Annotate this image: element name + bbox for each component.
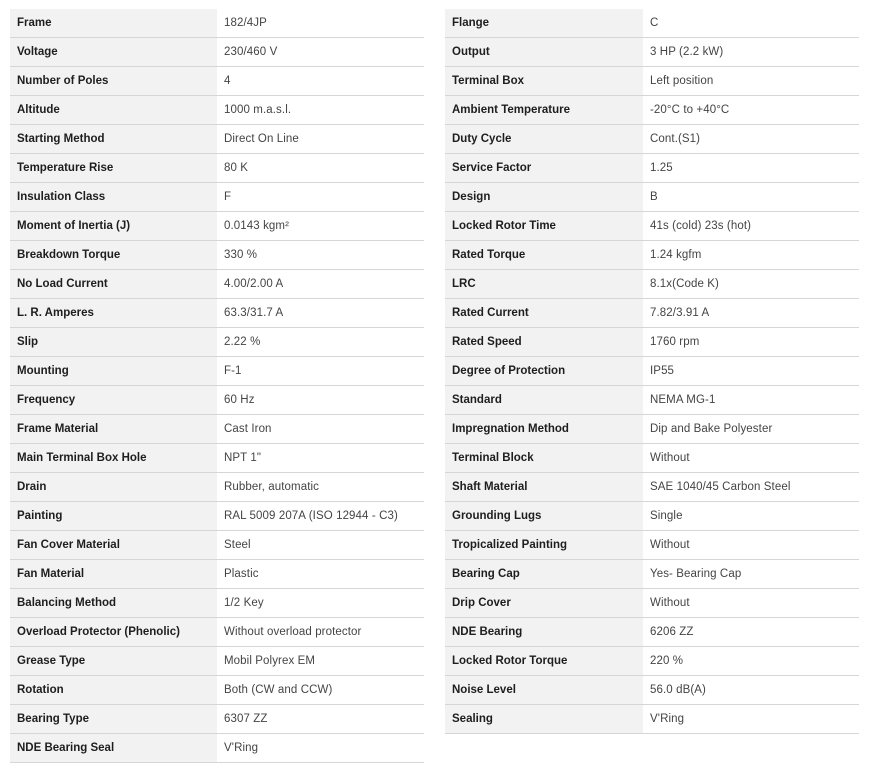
spec-row [10,647,424,676]
spec-value: 60 Hz [217,386,424,415]
spec-row [445,183,859,212]
spec-label: Output [445,38,643,67]
spec-label: Rated Current [445,299,643,328]
spec-value: Dip and Bake Polyester [643,415,859,444]
spec-row [10,38,424,67]
spec-value: F [217,183,424,212]
spec-label: Voltage [10,38,217,67]
spec-value: V'Ring [643,705,859,734]
spec-row [10,299,424,328]
spec-label: NDE Bearing [445,618,643,647]
spec-row [445,444,859,473]
spec-label: Terminal Block [445,444,643,473]
spec-value: 1/2 Key [217,589,424,618]
spec-row [445,705,859,734]
spec-row [10,473,424,502]
spec-row [10,676,424,705]
spec-value: B [643,183,859,212]
spec-value: 6206 ZZ [643,618,859,647]
spec-label: Frequency [10,386,217,415]
spec-label: Starting Method [10,125,217,154]
spec-label: Fan Material [10,560,217,589]
spec-row [10,589,424,618]
spec-value: 3 HP (2.2 kW) [643,38,859,67]
spec-value: 7.82/3.91 A [643,299,859,328]
spec-value: 230/460 V [217,38,424,67]
spec-value: Without [643,589,859,618]
spec-label: Moment of Inertia (J) [10,212,217,241]
spec-label: Number of Poles [10,67,217,96]
spec-row [445,9,859,38]
spec-label: Sealing [445,705,643,734]
spec-row [445,676,859,705]
spec-label: Bearing Type [10,705,217,734]
spec-label: Impregnation Method [445,415,643,444]
spec-value: Mobil Polyrex EM [217,647,424,676]
spec-label: Rated Torque [445,241,643,270]
spec-value: Rubber, automatic [217,473,424,502]
spec-row [445,531,859,560]
spec-value: 1.25 [643,154,859,183]
spec-value: F-1 [217,357,424,386]
spec-label: Insulation Class [10,183,217,212]
spec-label: Grounding Lugs [445,502,643,531]
spec-row [445,589,859,618]
spec-value: -20°C to +40°C [643,96,859,125]
spec-value: 182/4JP [217,9,424,38]
spec-value: Yes- Bearing Cap [643,560,859,589]
spec-label: Temperature Rise [10,154,217,183]
spec-label: Grease Type [10,647,217,676]
spec-row [445,154,859,183]
spec-label: Rotation [10,676,217,705]
spec-row [10,241,424,270]
spec-label: Flange [445,9,643,38]
spec-label: No Load Current [10,270,217,299]
spec-label: Rated Speed [445,328,643,357]
spec-label: Drip Cover [445,589,643,618]
spec-value: Cast Iron [217,415,424,444]
spec-value: 41s (cold) 23s (hot) [643,212,859,241]
spec-label: Standard [445,386,643,415]
spec-label: Altitude [10,96,217,125]
spec-label: Locked Rotor Torque [445,647,643,676]
spec-row [445,473,859,502]
spec-label: Drain [10,473,217,502]
spec-row [445,125,859,154]
spec-value: Without [643,531,859,560]
spec-value: Single [643,502,859,531]
spec-table-right [445,9,859,734]
spec-label: Breakdown Torque [10,241,217,270]
spec-value: 1.24 kgfm [643,241,859,270]
spec-label: Locked Rotor Time [445,212,643,241]
spec-label: Fan Cover Material [10,531,217,560]
spec-row [445,618,859,647]
spec-value: 63.3/31.7 A [217,299,424,328]
spec-value: Cont.(S1) [643,125,859,154]
spec-label: Service Factor [445,154,643,183]
spec-row [10,705,424,734]
spec-value: 80 K [217,154,424,183]
spec-row [445,96,859,125]
spec-value: 6307 ZZ [217,705,424,734]
spec-row [445,241,859,270]
spec-label: Duty Cycle [445,125,643,154]
spec-row [10,415,424,444]
spec-row [445,67,859,96]
spec-label: Balancing Method [10,589,217,618]
spec-row [10,502,424,531]
spec-value: Plastic [217,560,424,589]
spec-label: Slip [10,328,217,357]
spec-value: 2.22 % [217,328,424,357]
spec-value: 1760 rpm [643,328,859,357]
spec-value: 330 % [217,241,424,270]
spec-row [10,357,424,386]
spec-value: 0.0143 kgm² [217,212,424,241]
spec-row [445,357,859,386]
spec-value: IP55 [643,357,859,386]
spec-label: Frame Material [10,415,217,444]
spec-table-right-body [445,9,859,734]
spec-row [10,9,424,38]
spec-row [10,96,424,125]
spec-label: Terminal Box [445,67,643,96]
spec-value: NPT 1" [217,444,424,473]
spec-row [445,270,859,299]
spec-value: 4.00/2.00 A [217,270,424,299]
spec-label: Shaft Material [445,473,643,502]
spec-label: Bearing Cap [445,560,643,589]
spec-row [10,560,424,589]
spec-value: 4 [217,67,424,96]
spec-value: V'Ring [217,734,424,763]
spec-label: LRC [445,270,643,299]
spec-row [10,386,424,415]
spec-value: RAL 5009 207A (ISO 12944 - C3) [217,502,424,531]
spec-value: NEMA MG-1 [643,386,859,415]
spec-row [445,212,859,241]
spec-row [10,183,424,212]
spec-label: Ambient Temperature [445,96,643,125]
spec-label: Noise Level [445,676,643,705]
spec-value: SAE 1040/45 Carbon Steel [643,473,859,502]
spec-label: Degree of Protection [445,357,643,386]
spec-row [10,531,424,560]
spec-value: Left position [643,67,859,96]
spec-label: Mounting [10,357,217,386]
spec-row [10,67,424,96]
spec-table-left [10,9,424,763]
spec-value: Without [643,444,859,473]
spec-value: 56.0 dB(A) [643,676,859,705]
spec-label: NDE Bearing Seal [10,734,217,763]
spec-label: Overload Protector (Phenolic) [10,618,217,647]
spec-row [445,560,859,589]
spec-row [445,502,859,531]
spec-value: Both (CW and CCW) [217,676,424,705]
spec-row [445,299,859,328]
spec-table-left-body [10,9,424,763]
spec-value: C [643,9,859,38]
spec-row [445,386,859,415]
spec-label: Main Terminal Box Hole [10,444,217,473]
spec-row [445,647,859,676]
spec-label: Tropicalized Painting [445,531,643,560]
spec-label: Design [445,183,643,212]
spec-row [445,328,859,357]
spec-row [10,328,424,357]
spec-row [10,270,424,299]
spec-value: Steel [217,531,424,560]
spec-value: Direct On Line [217,125,424,154]
spec-value: 220 % [643,647,859,676]
spec-value: 8.1x(Code K) [643,270,859,299]
spec-row [10,618,424,647]
spec-value: Without overload protector [217,618,424,647]
spec-row [10,734,424,763]
spec-row [10,212,424,241]
spec-row [445,415,859,444]
spec-row [10,125,424,154]
spec-row [10,154,424,183]
spec-row [445,38,859,67]
spec-label: Painting [10,502,217,531]
spec-value: 1000 m.a.s.l. [217,96,424,125]
spec-label: Frame [10,9,217,38]
spec-row [10,444,424,473]
spec-label: L. R. Amperes [10,299,217,328]
